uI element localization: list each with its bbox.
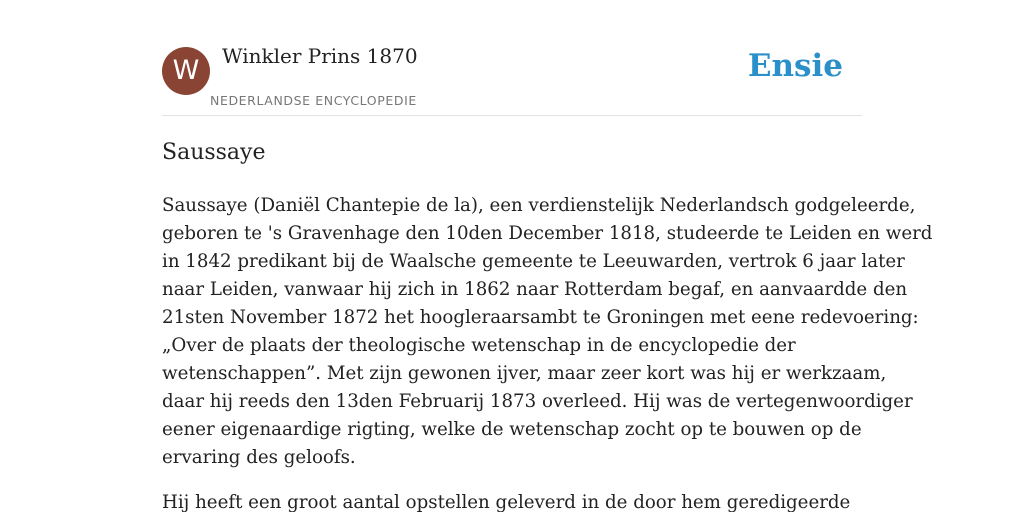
- source-subtitle: NEDERLANDSE ENCYCLOPEDIE: [210, 93, 417, 108]
- paragraph-line: wetenschappen”. Met zijn gewonen ijver, maar zeer kort was hij er werkzaam,: [162, 363, 887, 384]
- paragraph-line: 21sten November 1872 het hoogleraarsambt te Groningen met eene redevoering:: [162, 307, 919, 328]
- paragraph-line: eener eigenaardige rigting, welke de wetenschap zocht op te bouwen op de: [162, 419, 862, 440]
- article-title: Saussaye: [162, 140, 266, 165]
- paragraph-line: ervaring des geloofs.: [162, 447, 356, 468]
- paragraph-line: in 1842 predikant bij de Waalsche gemeente te Leeuwarden, vertrok 6 jaar later: [162, 251, 905, 272]
- paragraph-line: Hij heeft een groot aantal opstellen geleverd in de door hem geredigeerde: [162, 492, 851, 512]
- paragraph-line: „Over de plaats der theologische wetenschap in de encyclopedie der: [162, 335, 796, 356]
- article-paragraph: [162, 192, 933, 472]
- paragraph-line: geboren te 's Gravenhage den 10den December 1818, studeerde te Leiden en werd: [162, 223, 933, 244]
- source-title[interactable]: Winkler Prins 1870: [222, 44, 418, 68]
- paragraph-line: daar hij reeds den 13den Februarij 1873 overleed. Hij was de vertegenwoordiger: [162, 391, 913, 412]
- source-header: [162, 0, 862, 116]
- paragraph-line: Saussaye (Daniël Chantepie de la), een verdienstelijk Nederlandsch godgeleerde,: [162, 195, 916, 216]
- article-paragraph: [162, 489, 862, 512]
- article-body: [162, 192, 933, 512]
- ensie-logo[interactable]: Ensie: [747, 48, 843, 84]
- content-container: [162, 0, 933, 512]
- source-avatar[interactable]: W: [162, 47, 210, 95]
- paragraph-line: naar Leiden, vanwaar hij zich in 1862 naar Rotterdam begaf, en aanvaardde den: [162, 279, 908, 300]
